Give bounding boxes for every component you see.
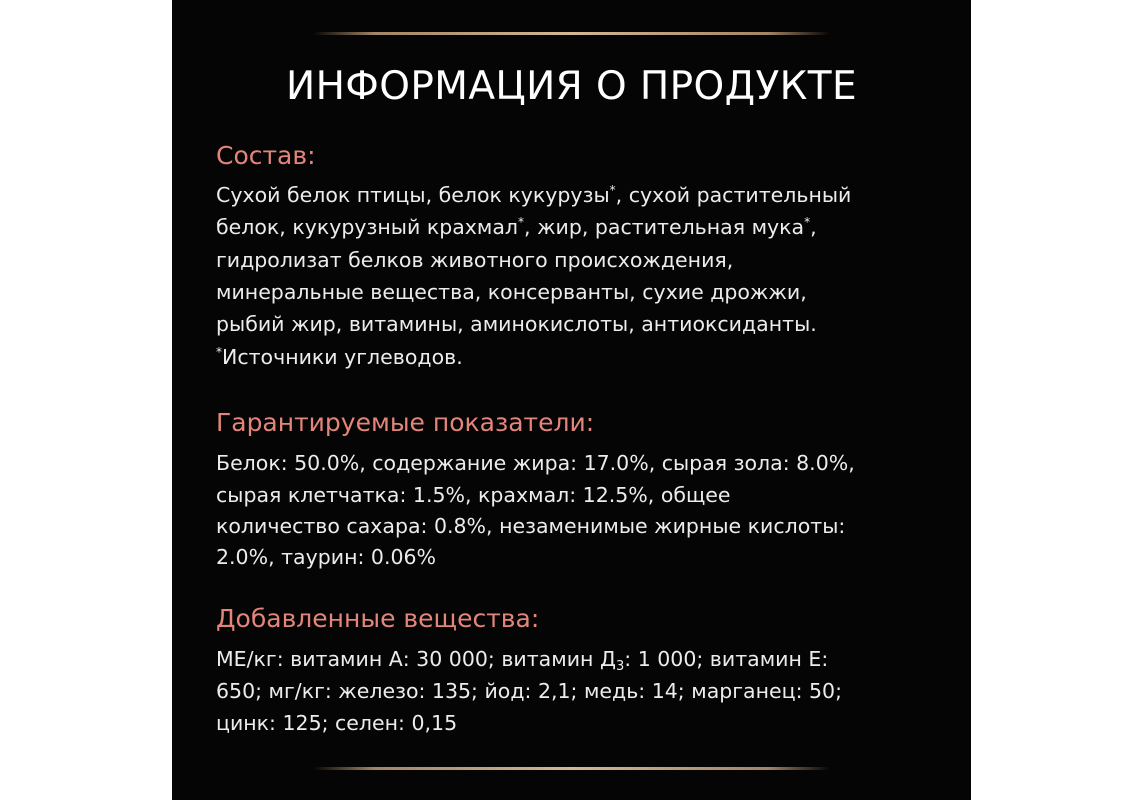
page-title: ИНФОРМАЦИЯ О ПРОДУКТЕ: [286, 64, 857, 109]
composition-footnote: *Источники углеводов.: [216, 345, 463, 369]
additives-line: цинк: 125; селен: 0,15: [216, 711, 458, 735]
guaranteed-line: сырая клетчатка: 1.5%, крахмал: 12.5%, общее: [216, 483, 731, 507]
top-gold-rule: [313, 32, 830, 35]
guaranteed-line: количество сахара: 0.8%, незаменимые жирные кислоты:: [216, 514, 846, 538]
composition-line: белок, кукурузный крахмал*, жир, растительная мука*,: [216, 215, 817, 239]
composition-line: минеральные вещества, консерванты, сухие дрожжи,: [216, 280, 807, 304]
additives-heading: Добавленные вещества:: [216, 604, 540, 633]
composition-line: Сухой белок птицы, белок кукурузы*, сухой растительный: [216, 183, 852, 207]
composition-line: гидролизат белков животного происхождения,: [216, 248, 734, 272]
bottom-gold-rule: [313, 767, 830, 770]
guaranteed-line: 2.0%, таурин: 0.06%: [216, 545, 437, 569]
guaranteed-heading: Гарантируемые показатели:: [216, 408, 595, 437]
product-info-panel: [172, 0, 971, 800]
composition-heading: Состав:: [216, 141, 316, 170]
additives-line: МЕ/кг: витамин А: 30 000; витамин $Д_3$: 1 000; витамин Е:: [216, 647, 829, 674]
guaranteed-line: Белок: 50.0%, содержание жира: 17.0%, сырая зола: 8.0%,: [216, 451, 855, 475]
additives-line: 650; мг/кг: железо: 135; йод: 2,1; медь: 14; марганец: 50;: [216, 679, 842, 703]
composition-line: рыбий жир, витамины, аминокислоты, антиоксиданты.: [216, 312, 817, 336]
